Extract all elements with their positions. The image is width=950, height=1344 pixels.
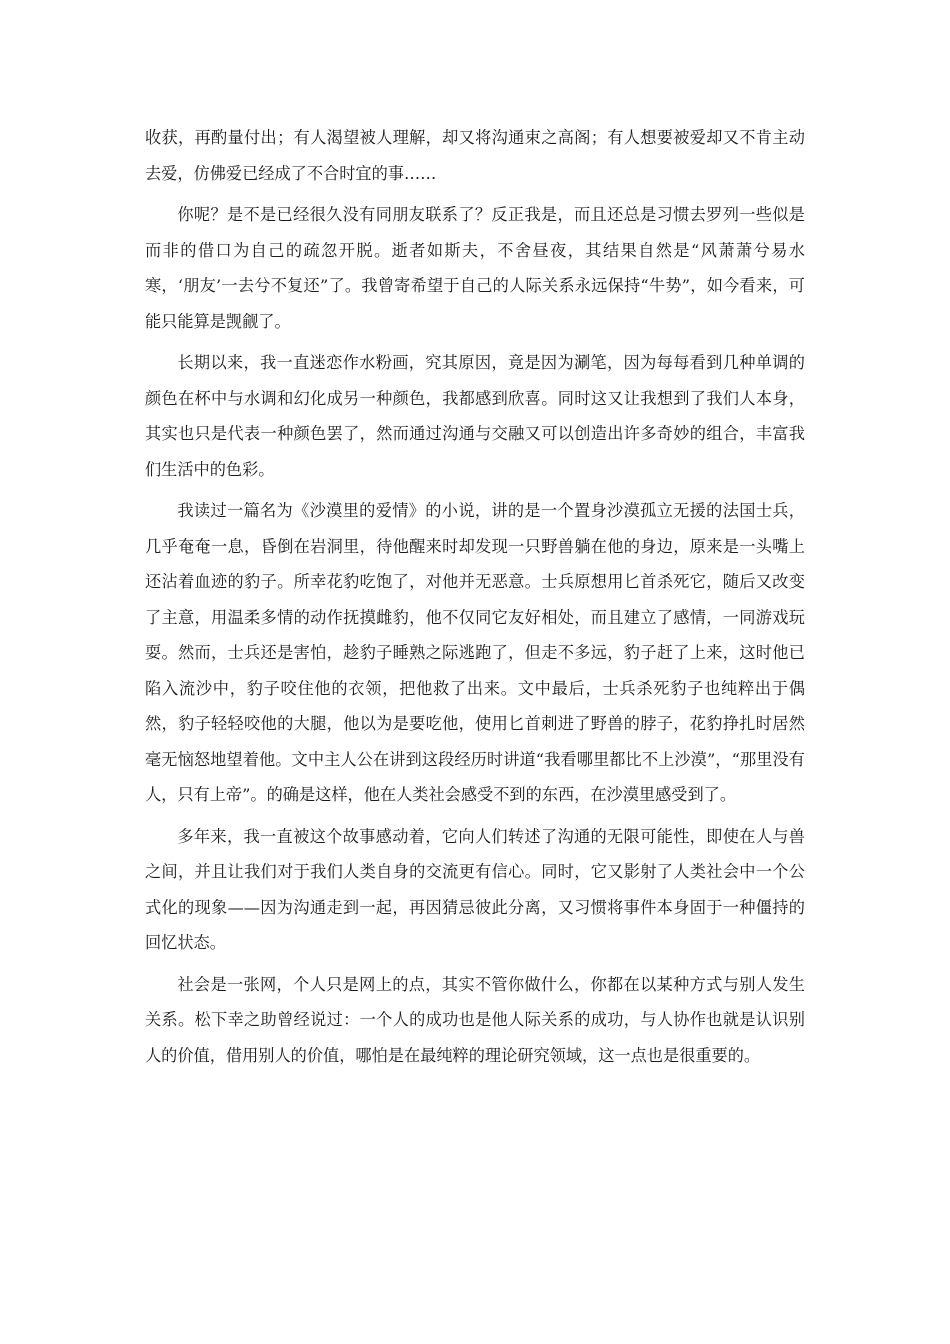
paragraph: 你呢？是不是已经很久没有同朋友联系了？反正我是，而且还总是习惯去罗列一些似是而非的借口为自己的疏忽开脱。逝者如斯夫，不舍昼夜，其结果自然是“风萧萧兮易水寒，‘朋友’一去兮不复还”了。我曾寄希望于自己的人际关系永远保持“牛势”，如今看来，可能只能算是觊觎了。 bbox=[145, 205, 805, 331]
paragraph: 多年来，我一直被这个故事感动着，它向人们转述了沟通的无限可能性，即使在人与兽之间，并且让我们对于我们人类自身的交流更有信心。同时，它又影射了人类社会中一个公式化的现象——因为沟通走到一起，再因猜忌彼此分离，又习惯将事件本身固于一种僵持的回忆状态。 bbox=[145, 826, 805, 952]
paragraph: 长期以来，我一直迷恋作水粉画，究其原因，竟是因为涮笔，因为每每看到几种单调的颜色在杯中与水调和幻化成另一种颜色，我都感到欣喜。同时这又让我想到了我们人本身，其实也只是代表一种颜色罢了，然而通过沟通与交融又可以创造出许多奇妙的组合，丰富我们生活中的色彩。 bbox=[145, 353, 805, 479]
paragraph: 社会是一张网，个人只是网上的点，其实不管你做什么，你都在以某种方式与别人发生关系。松下幸之助曾经说过：一个人的成功也是他人际关系的成功，与人协作也就是认识别人的价值，借用别人的价值，哪怕是在最纯粹的理论研究领域，这一点也是很重要的。 bbox=[145, 974, 805, 1065]
paragraph-continuation: 收获，再酌量付出；有人渴望被人理解，却又将沟通束之高阁；有人想要被爱却又不肯主动去爱，仿佛爱已经成了不合时宜的事…… bbox=[145, 128, 805, 183]
paragraph: 我读过一篇名为《沙漠里的爱情》的小说，讲的是一个置身沙漠孤立无援的法国士兵，几乎奄奄一息，昏倒在岩洞里，待他醒来时却发现一只野兽躺在他的身边，原来是一头嘴上还沾着血迹的豹子。所幸花豹吃饱了，对他并无恶意。士兵原想用匕首杀死它，随后又改变了主意，用温柔多情的动作抚摸雌豹，他不仅同它友好相处，而且建立了感情，一同游戏玩耍。然而，士兵还是害怕，趁豹子睡熟之际逃跑了，但走不多远，豹子赶了上来，这时他已陷入流沙中，豹子咬住他的衣领，把他救了出来。文中最后，士兵杀死豹子也纯粹出于偶然，豹子轻轻咬他的大腿，他以为是要吃他，使用匕首刺进了野兽的脖子，花豹挣扎时居然毫无恼怒地望着他。文中主人公在讲到这段经历时讲道“我看哪里都比不上沙漠”，“那里没有人，只有上帝”。的确是这样，他在人类社会感受不到的东西，在沙漠里感受到了。 bbox=[145, 501, 805, 804]
document-page bbox=[145, 120, 805, 1073]
